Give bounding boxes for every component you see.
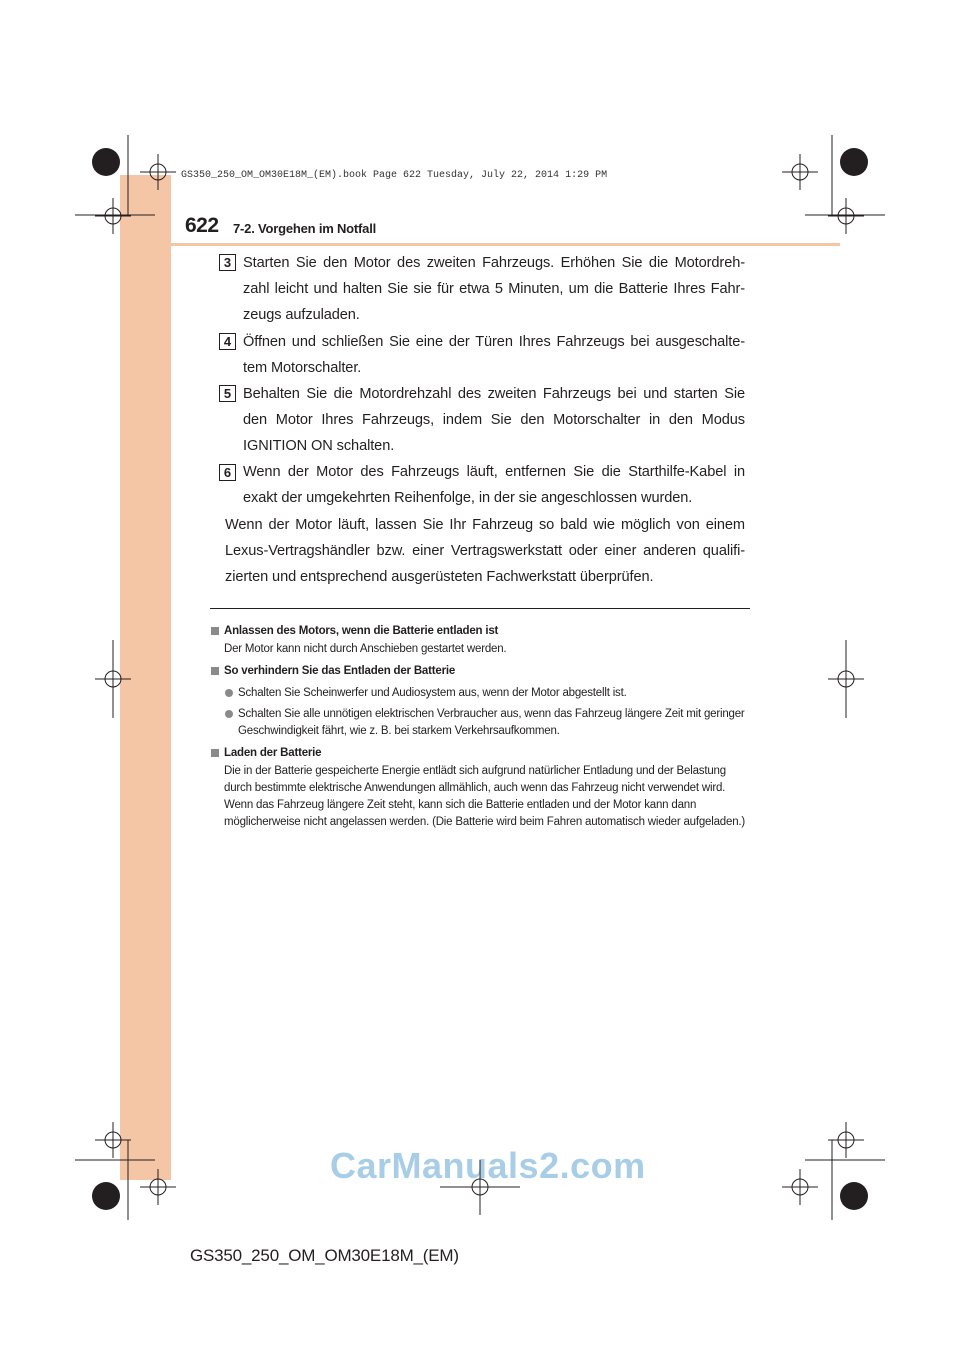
crosshair-icon xyxy=(440,1160,520,1215)
step-badge-5: 5 xyxy=(219,385,236,402)
note-heading-text: So verhindern Sie das Entladen der Batterie xyxy=(224,665,456,677)
note-bullet-text: Schalten Sie alle unnötigen elektrischen Verbraucher aus, wenn das Fahrzeug längere Zeit mit geringer Geschwindigkeit fährt, wie z. B. bei starkem Verkehrsaufkommen. xyxy=(238,708,745,737)
registration-circle-icon xyxy=(92,148,120,176)
page-number: 622 xyxy=(185,214,219,237)
note-body: Die in der Batterie gespeicherte Energie entlädt sich aufgrund natürlicher Entladung und der Belastung durch bestimmte elektrische Anwendungen allmählich, auch wenn das Fahrzeug nicht verwendet wird. Wenn das Fahrzeug längere Zeit steht, kann sich die Batterie entladen und der Motor kann dann möglicherweise nicht angelassen werden. (Die Batterie wird beim Fahren automatisch wieder aufgeladen.) xyxy=(224,765,746,828)
crosshair-icon xyxy=(828,198,864,234)
registration-circle-icon xyxy=(840,1182,868,1210)
step-badge-6: 6 xyxy=(219,464,236,481)
footer-code: GS350_250_OM_OM30E18M_(EM) xyxy=(190,1246,459,1265)
note-heading-text: Anlassen des Motors, wenn die Batterie entladen ist xyxy=(224,625,499,637)
crosshair-icon xyxy=(95,1122,131,1158)
step-text-3: Starten Sie den Motor des zweiten Fahrzeugs. Erhöhen Sie die Motordreh-zahl leicht und halten Sie sie für etwa 5 Minuten, um die Batterie Ihres Fahr-zeugs aufzuladen. xyxy=(243,255,745,323)
crosshair-icon xyxy=(95,640,131,718)
crosshair-icon xyxy=(782,154,818,190)
section-title: 7-2. Vorgehen im Notfall xyxy=(233,221,377,236)
note-body: Der Motor kann nicht durch Anschieben gestartet werden. xyxy=(224,643,507,655)
step-badge-3: 3 xyxy=(219,254,236,271)
step-text-5: Behalten Sie die Motordrehzahl des zweiten Fahrzeugs bei und starten Sie den Motor Ihres Fahrzeugs, indem Sie den Motorschalter in den Modus IGNITION ON schalten. xyxy=(243,386,745,454)
crosshair-icon xyxy=(95,198,131,234)
crosshair-icon xyxy=(140,1169,176,1205)
step-text-6: Wenn der Motor des Fahrzeugs läuft, entfernen Sie die Starthilfe-Kabel in exakt der umgekehrten Reihenfolge, in der sie angeschlossen wurden. xyxy=(243,464,745,506)
book-info: GS350_250_OM_OM30E18M_(EM).book Page 622 Tuesday, July 22, 2014 1:29 PM xyxy=(181,170,608,181)
crosshair-icon xyxy=(828,640,864,718)
crosshair-icon xyxy=(782,1169,818,1205)
crosshair-icon xyxy=(140,154,176,190)
note-bullet-text: Schalten Sie Scheinwerfer und Audiosystem aus, wenn der Motor abgestellt ist. xyxy=(238,687,627,699)
step-badge-4: 4 xyxy=(219,333,236,350)
step-text-4: Öffnen und schließen Sie eine der Türen Ihres Fahrzeugs bei ausgeschalte-tem Motorschalter. xyxy=(243,334,745,376)
registration-circle-icon xyxy=(840,148,868,176)
watermark: CarManuals2.com xyxy=(330,1145,646,1186)
note-heading-text: Laden der Batterie xyxy=(224,747,322,759)
registration-circle-icon xyxy=(92,1182,120,1210)
summary-paragraph: Wenn der Motor läuft, lassen Sie Ihr Fahrzeug so bald wie möglich von einem Lexus-Vertragshändler bzw. einer Vertragswerkstatt oder einer anderen qualifi-zierten und entsprechend ausgerüsteten Fachwerkstatt überprüfen. xyxy=(225,517,745,585)
crosshair-icon xyxy=(828,1122,864,1158)
